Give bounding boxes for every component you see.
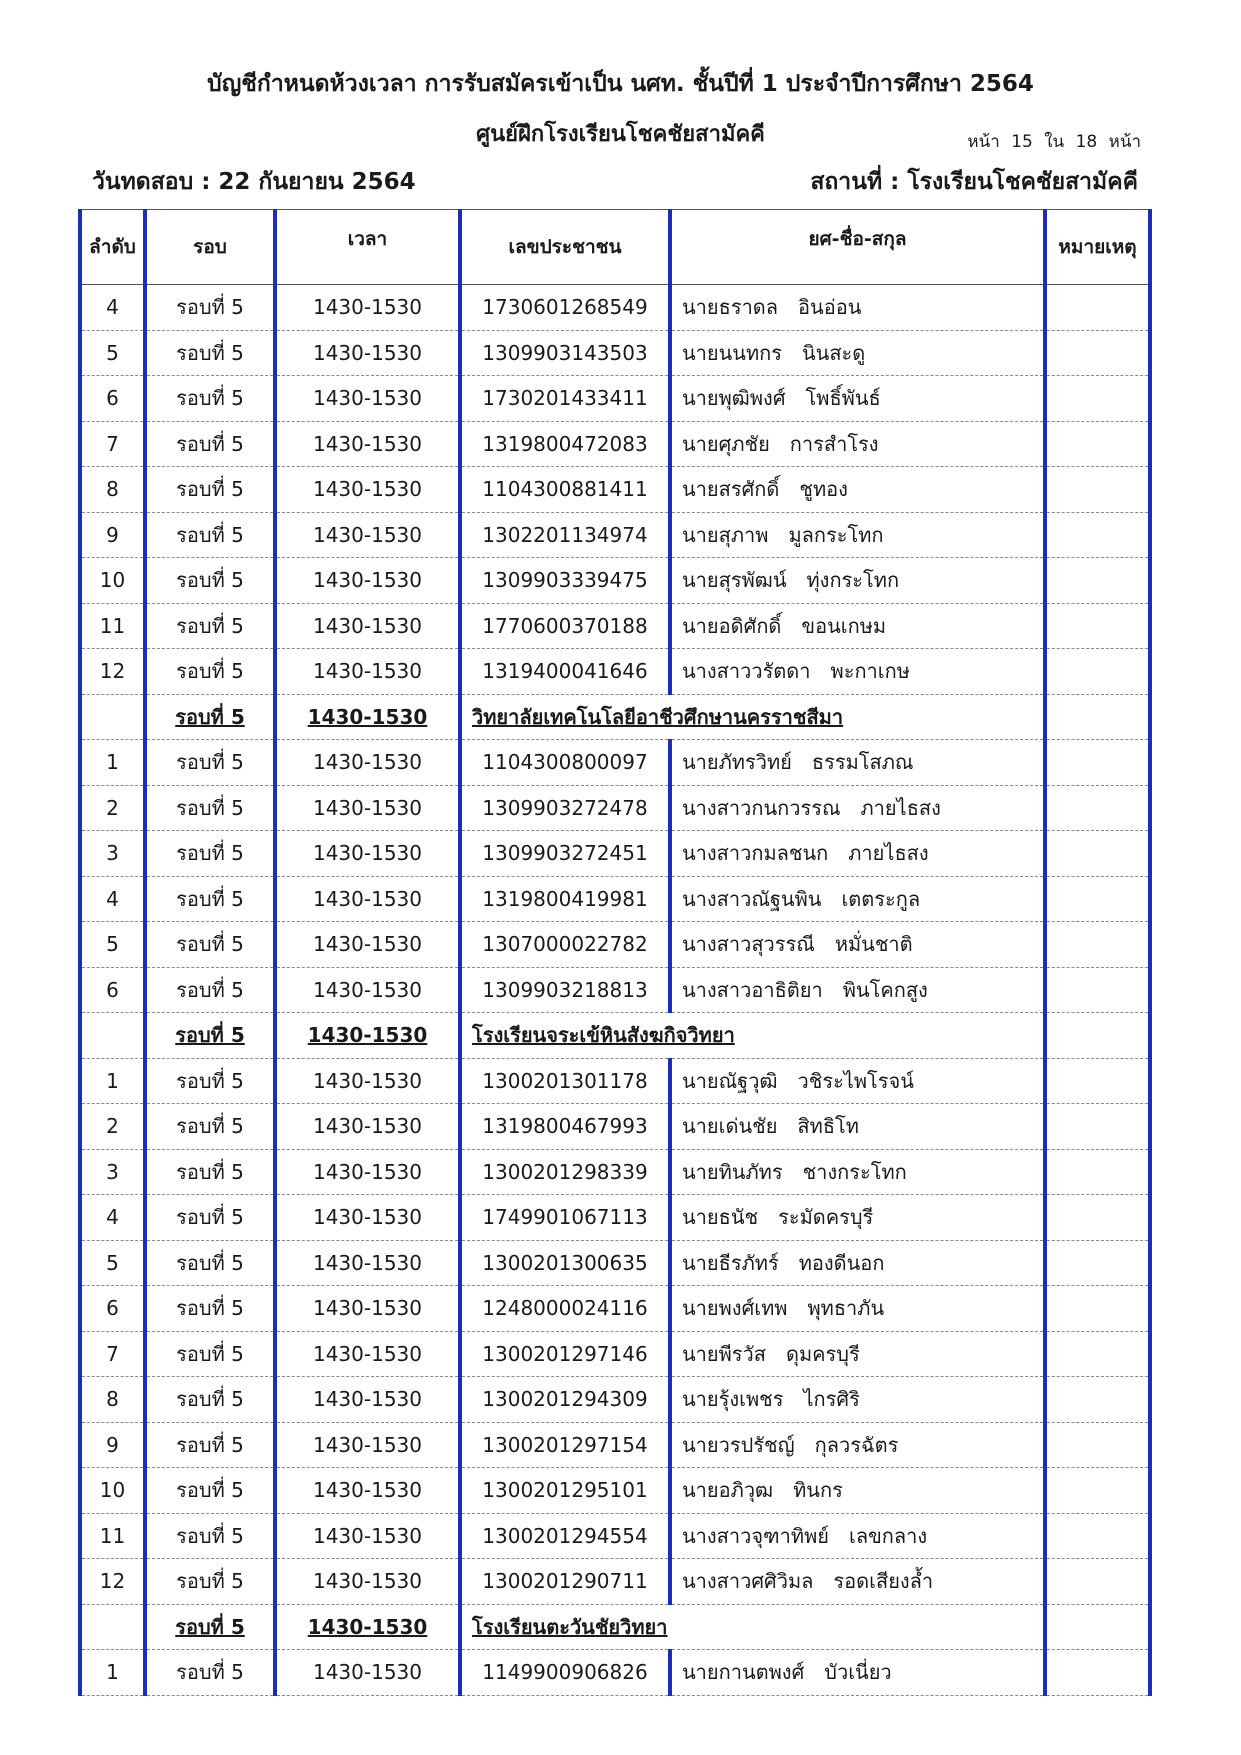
- remark-cell: [1045, 785, 1150, 831]
- remark-cell: [1045, 1422, 1150, 1468]
- training-center-name: ศูนย์ฝึกโรงเรียนโชคชัยสามัคคี: [476, 122, 765, 147]
- first-name: นางสาวณัฐนพิน: [682, 886, 822, 911]
- round-cell: รอบที่ 5: [145, 1058, 275, 1104]
- remark-cell: [1045, 967, 1150, 1013]
- name-cell: [670, 831, 1045, 877]
- round-cell: รอบที่ 5: [145, 1240, 275, 1286]
- round-cell: รอบที่ 5: [145, 740, 275, 786]
- round-cell: รอบที่ 5: [145, 1377, 275, 1423]
- last-name: พุทธาภัน: [807, 1296, 885, 1321]
- order-cell: 12: [80, 1559, 145, 1605]
- exam-venue: สถานที่ : โรงเรียนโชคชัยสามัคคี: [810, 169, 1138, 195]
- first-name: นายสรศักดิ์: [682, 477, 780, 502]
- citizen-id-cell: 1319800467993: [460, 1104, 670, 1150]
- first-name: นายอดิศักดิ์: [682, 613, 782, 638]
- remark-cell: [1045, 1377, 1150, 1423]
- time-cell: 1430-1530: [275, 1058, 460, 1104]
- group-round-cell: รอบที่ 5: [145, 1604, 275, 1650]
- last-name: กุลวรฉัตร: [814, 1432, 899, 1457]
- group-round-cell: รอบที่ 5: [145, 694, 275, 740]
- table-row: [80, 1331, 1150, 1377]
- order-cell: 7: [80, 421, 145, 467]
- round-cell: รอบที่ 5: [145, 1513, 275, 1559]
- remark-cell: [1045, 1104, 1150, 1150]
- table-row: [80, 1240, 1150, 1286]
- citizen-id-cell: 1300201294309: [460, 1377, 670, 1423]
- document-title: บัญชีกำหนดห้วงเวลา การรับสมัครเข้าเป็น นศท. ชั้นปีที่ 1 ประจำปีการศึกษา 2564: [207, 71, 1034, 97]
- last-name: โพธิ์พันธ์: [805, 386, 881, 411]
- table-row: [80, 558, 1150, 604]
- time-cell: 1430-1530: [275, 831, 460, 877]
- citizen-id-cell: 1149900906826: [460, 1650, 670, 1696]
- last-name: หมั่นชาติ: [834, 932, 913, 957]
- table-row: [80, 1104, 1150, 1150]
- page-label: หน้า: [967, 132, 1000, 152]
- name-cell: [670, 330, 1045, 376]
- round-cell: รอบที่ 5: [145, 330, 275, 376]
- page-current: 15: [1011, 132, 1033, 152]
- table-row: [80, 785, 1150, 831]
- order-cell: 5: [80, 1240, 145, 1286]
- citizen-id-cell: 1319800419981: [460, 876, 670, 922]
- group-round-cell: รอบที่ 5: [145, 1013, 275, 1059]
- table-row: [80, 831, 1150, 877]
- citizen-id-cell: 1104300881411: [460, 467, 670, 513]
- name-cell: [670, 1195, 1045, 1241]
- order-cell: 11: [80, 603, 145, 649]
- remark-cell: [1045, 1513, 1150, 1559]
- order-cell: 4: [80, 1195, 145, 1241]
- name-cell: [670, 785, 1045, 831]
- order-cell: 3: [80, 1149, 145, 1195]
- table-row: [80, 967, 1150, 1013]
- first-name: นายศุภชัย: [682, 431, 770, 456]
- name-cell: [670, 1559, 1045, 1605]
- table-row: [80, 1513, 1150, 1559]
- table-row: [80, 1149, 1150, 1195]
- first-name: นายอภิวุฒ: [682, 1478, 774, 1503]
- order-cell: 7: [80, 1331, 145, 1377]
- round-cell: รอบที่ 5: [145, 1650, 275, 1696]
- remark-cell: [1045, 1331, 1150, 1377]
- time-cell: 1430-1530: [275, 1422, 460, 1468]
- last-name: ชางกระโทก: [802, 1159, 907, 1184]
- round-cell: รอบที่ 5: [145, 1195, 275, 1241]
- name-cell: [670, 1058, 1045, 1104]
- order-cell: 5: [80, 922, 145, 968]
- citizen-id-cell: 1300201294554: [460, 1513, 670, 1559]
- remark-cell: [1045, 1650, 1150, 1696]
- name-cell: [670, 967, 1045, 1013]
- time-cell: 1430-1530: [275, 922, 460, 968]
- last-name: ชูทอง: [799, 477, 848, 502]
- remark-cell: [1045, 330, 1150, 376]
- order-cell: 1: [80, 1650, 145, 1696]
- first-name: นางสาวกมลชนก: [682, 841, 829, 866]
- citizen-id-cell: 1730201433411: [460, 376, 670, 422]
- name-cell: [670, 558, 1045, 604]
- order-cell: 3: [80, 831, 145, 877]
- citizen-id-cell: 1302201134974: [460, 512, 670, 558]
- last-name: เลขกลาง: [848, 1523, 928, 1548]
- first-name: นายพงศ์เทพ: [682, 1296, 788, 1321]
- table-header-row: [80, 210, 1150, 285]
- citizen-id-cell: 1309903218813: [460, 967, 670, 1013]
- order-cell: 6: [80, 967, 145, 1013]
- last-name: ไกรศิริ: [803, 1387, 860, 1412]
- order-cell: 4: [80, 285, 145, 331]
- table-row: [80, 467, 1150, 513]
- name-cell: [670, 740, 1045, 786]
- time-cell: 1430-1530: [275, 876, 460, 922]
- group-school-name: วิทยาลัยเทคโนโลยีอาชีวศึกษานครราชสีมา: [460, 694, 1045, 740]
- round-cell: รอบที่ 5: [145, 1422, 275, 1468]
- table-row: [80, 285, 1150, 331]
- group-header-row: [80, 694, 1150, 740]
- citizen-id-cell: 1300201295101: [460, 1468, 670, 1514]
- time-cell: 1430-1530: [275, 1240, 460, 1286]
- order-cell: 2: [80, 785, 145, 831]
- table-row: [80, 376, 1150, 422]
- order-cell: 10: [80, 558, 145, 604]
- remark-cell: [1045, 558, 1150, 604]
- order-cell: 5: [80, 330, 145, 376]
- citizen-id-cell: 1749901067113: [460, 1195, 670, 1241]
- round-cell: รอบที่ 5: [145, 876, 275, 922]
- remark-cell: [1045, 876, 1150, 922]
- time-cell: 1430-1530: [275, 512, 460, 558]
- name-cell: [670, 512, 1045, 558]
- citizen-id-cell: 1770600370188: [460, 603, 670, 649]
- last-name: มูลกระโทก: [788, 522, 884, 547]
- table-row: [80, 330, 1150, 376]
- order-cell: 11: [80, 1513, 145, 1559]
- name-cell: [670, 1286, 1045, 1332]
- time-cell: 1430-1530: [275, 785, 460, 831]
- order-cell: 8: [80, 1377, 145, 1423]
- first-name: นางสาววรัตดา: [682, 659, 811, 684]
- time-cell: 1430-1530: [275, 1513, 460, 1559]
- order-cell: 6: [80, 376, 145, 422]
- citizen-id-cell: 1104300800097: [460, 740, 670, 786]
- page-total: 18: [1075, 132, 1098, 152]
- order-cell: 4: [80, 876, 145, 922]
- page-label-end: หน้า: [1108, 132, 1141, 152]
- time-cell: 1430-1530: [275, 1377, 460, 1423]
- first-name: นายสุรพัฒน์: [682, 568, 787, 593]
- remark-cell: [1045, 1058, 1150, 1104]
- citizen-id-cell: 1319400041646: [460, 649, 670, 695]
- table-row: [80, 512, 1150, 558]
- name-cell: [670, 376, 1045, 422]
- table-row: [80, 1286, 1150, 1332]
- round-cell: รอบที่ 5: [145, 831, 275, 877]
- first-name: นายทินภัทร: [682, 1159, 783, 1184]
- round-cell: รอบที่ 5: [145, 512, 275, 558]
- remark-cell: [1045, 1559, 1150, 1605]
- first-name: นายพุฒิพงศ์: [682, 386, 786, 411]
- group-school-name: โรงเรียนจระเข้หินสังฆกิจวิทยา: [460, 1013, 1045, 1059]
- remark-cell: [1045, 1195, 1150, 1241]
- remark-cell: [1045, 1149, 1150, 1195]
- round-cell: รอบที่ 5: [145, 1104, 275, 1150]
- citizen-id-cell: 1309903143503: [460, 330, 670, 376]
- table-row: [80, 649, 1150, 695]
- remark-cell: [1045, 603, 1150, 649]
- last-name: ระมัดครบุรี: [778, 1205, 874, 1230]
- time-cell: 1430-1530: [275, 1468, 460, 1514]
- first-name: นางสาวสุวรรณี: [682, 932, 815, 957]
- name-cell: [670, 1377, 1045, 1423]
- first-name: นายธราดล: [682, 295, 779, 320]
- table-row: [80, 740, 1150, 786]
- last-name: ดุมครบุรี: [785, 1341, 860, 1366]
- round-cell: รอบที่ 5: [145, 922, 275, 968]
- remark-cell: [1045, 831, 1150, 877]
- remark-cell: [1045, 512, 1150, 558]
- remark-cell: [1045, 1468, 1150, 1514]
- time-cell: 1430-1530: [275, 421, 460, 467]
- time-cell: 1430-1530: [275, 1331, 460, 1377]
- citizen-id-cell: 1300201298339: [460, 1149, 670, 1195]
- round-cell: รอบที่ 5: [145, 1468, 275, 1514]
- remark-cell: [1045, 467, 1150, 513]
- citizen-id-cell: 1730601268549: [460, 285, 670, 331]
- remark-cell: [1045, 740, 1150, 786]
- last-name: ขอนเกษม: [801, 613, 887, 638]
- time-cell: 1430-1530: [275, 1559, 460, 1605]
- table-row: [80, 1195, 1150, 1241]
- time-cell: 1430-1530: [275, 1650, 460, 1696]
- order-cell: 12: [80, 649, 145, 695]
- first-name: นายนนทกร: [682, 340, 782, 365]
- first-name: นายสุภาพ: [682, 522, 769, 547]
- round-cell: รอบที่ 5: [145, 1286, 275, 1332]
- last-name: ภายไธสง: [860, 795, 941, 820]
- group-order-cell: [80, 694, 145, 740]
- time-cell: 1430-1530: [275, 376, 460, 422]
- last-name: สิทธิโท: [797, 1114, 859, 1139]
- column-header-round: รอบ: [145, 210, 275, 285]
- group-order-cell: [80, 1604, 145, 1650]
- group-header-row: [80, 1604, 1150, 1650]
- table-row: [80, 1377, 1150, 1423]
- round-cell: รอบที่ 5: [145, 649, 275, 695]
- last-name: วชิระไพโรจน์: [797, 1068, 914, 1093]
- name-cell: [670, 1331, 1045, 1377]
- time-cell: 1430-1530: [275, 467, 460, 513]
- column-header-order: ลำดับ: [80, 210, 145, 285]
- name-cell: [670, 1104, 1045, 1150]
- column-header-citizen-id: เลขประชาชน: [460, 210, 670, 285]
- first-name: นายกานตพงศ์: [682, 1660, 805, 1685]
- table-row: [80, 922, 1150, 968]
- name-cell: [670, 1468, 1045, 1514]
- last-name: นินสะดู: [802, 340, 866, 365]
- table-row: [80, 1650, 1150, 1696]
- round-cell: รอบที่ 5: [145, 558, 275, 604]
- name-cell: [670, 467, 1045, 513]
- order-cell: 9: [80, 1422, 145, 1468]
- last-name: รอดเสียงล้ำ: [833, 1569, 934, 1594]
- first-name: นายเด่นชัย: [682, 1114, 778, 1139]
- last-name: อินอ่อน: [798, 295, 862, 320]
- page-indicator: [961, 128, 1141, 155]
- round-cell: รอบที่ 5: [145, 785, 275, 831]
- name-cell: [670, 1650, 1045, 1696]
- remark-cell: [1045, 649, 1150, 695]
- group-remark-cell: [1045, 1604, 1150, 1650]
- group-time-cell: 1430-1530: [275, 1604, 460, 1650]
- time-cell: 1430-1530: [275, 649, 460, 695]
- first-name: นางสาวกนกวรรณ: [682, 795, 841, 820]
- table-row: [80, 1422, 1150, 1468]
- round-cell: รอบที่ 5: [145, 1149, 275, 1195]
- time-cell: 1430-1530: [275, 558, 460, 604]
- citizen-id-cell: 1300201290711: [460, 1559, 670, 1605]
- order-cell: 9: [80, 512, 145, 558]
- order-cell: 2: [80, 1104, 145, 1150]
- name-cell: [670, 421, 1045, 467]
- time-cell: 1430-1530: [275, 603, 460, 649]
- citizen-id-cell: 1248000024116: [460, 1286, 670, 1332]
- round-cell: รอบที่ 5: [145, 376, 275, 422]
- name-cell: [670, 1422, 1045, 1468]
- column-header-time: เวลา: [275, 210, 460, 285]
- name-cell: [670, 285, 1045, 331]
- remark-cell: [1045, 1286, 1150, 1332]
- order-cell: 10: [80, 1468, 145, 1514]
- order-cell: 8: [80, 467, 145, 513]
- remark-cell: [1045, 285, 1150, 331]
- table-row: [80, 603, 1150, 649]
- last-name: การสำโรง: [789, 431, 879, 456]
- group-remark-cell: [1045, 1013, 1150, 1059]
- round-cell: รอบที่ 5: [145, 1559, 275, 1605]
- order-cell: 1: [80, 740, 145, 786]
- first-name: นายพีรวัส: [682, 1341, 766, 1366]
- citizen-id-cell: 1300201297146: [460, 1331, 670, 1377]
- remark-cell: [1045, 376, 1150, 422]
- citizen-id-cell: 1300201297154: [460, 1422, 670, 1468]
- first-name: นายธีรภัทร์: [682, 1250, 779, 1275]
- first-name: นางสาวจุฑาทิพย์: [682, 1523, 829, 1548]
- time-cell: 1430-1530: [275, 967, 460, 1013]
- last-name: ธรรมโสภณ: [811, 750, 914, 775]
- group-remark-cell: [1045, 694, 1150, 740]
- last-name: ทองดีนอก: [798, 1250, 885, 1275]
- group-time-cell: 1430-1530: [275, 1013, 460, 1059]
- name-cell: [670, 1149, 1045, 1195]
- group-header-row: [80, 1013, 1150, 1059]
- first-name: นายรุ้งเพชร: [682, 1387, 784, 1412]
- last-name: พินโคกสูง: [842, 977, 928, 1002]
- table-row: [80, 421, 1150, 467]
- round-cell: รอบที่ 5: [145, 967, 275, 1013]
- last-name: เตตระกูล: [841, 886, 921, 911]
- table-row: [80, 1468, 1150, 1514]
- citizen-id-cell: 1309903272478: [460, 785, 670, 831]
- citizen-id-cell: 1309903272451: [460, 831, 670, 877]
- citizen-id-cell: 1300201300635: [460, 1240, 670, 1286]
- time-cell: 1430-1530: [275, 740, 460, 786]
- group-order-cell: [80, 1013, 145, 1059]
- last-name: บัวเนี่ยว: [824, 1660, 892, 1685]
- last-name: ภายไธสง: [848, 841, 929, 866]
- time-cell: 1430-1530: [275, 330, 460, 376]
- round-cell: รอบที่ 5: [145, 467, 275, 513]
- remark-cell: [1045, 1240, 1150, 1286]
- last-name: ทุ่งกระโทก: [806, 568, 900, 593]
- applicant-table: [78, 209, 1152, 1696]
- name-cell: [670, 603, 1045, 649]
- citizen-id-cell: 1307000022782: [460, 922, 670, 968]
- column-header-remark: หมายเหตุ: [1045, 210, 1150, 285]
- name-cell: [670, 876, 1045, 922]
- citizen-id-cell: 1319800472083: [460, 421, 670, 467]
- round-cell: รอบที่ 5: [145, 421, 275, 467]
- group-school-name: โรงเรียนตะวันชัยวิทยา: [460, 1604, 1045, 1650]
- order-cell: 1: [80, 1058, 145, 1104]
- table-row: [80, 876, 1150, 922]
- table-row: [80, 1559, 1150, 1605]
- first-name: นางสาวอาธิติยา: [682, 977, 823, 1002]
- first-name: นายณัฐวุฒิ: [682, 1068, 778, 1093]
- remark-cell: [1045, 421, 1150, 467]
- first-name: นายธนัช: [682, 1205, 759, 1230]
- citizen-id-cell: 1300201301178: [460, 1058, 670, 1104]
- time-cell: 1430-1530: [275, 285, 460, 331]
- round-cell: รอบที่ 5: [145, 1331, 275, 1377]
- name-cell: [670, 649, 1045, 695]
- column-header-name: ยศ-ชื่อ-สกุล: [670, 210, 1045, 285]
- round-cell: รอบที่ 5: [145, 603, 275, 649]
- time-cell: 1430-1530: [275, 1195, 460, 1241]
- page-of-label: ใน: [1044, 132, 1065, 152]
- first-name: นางสาวศศิวิมล: [682, 1569, 814, 1594]
- table-row: [80, 1058, 1150, 1104]
- name-cell: [670, 922, 1045, 968]
- round-cell: รอบที่ 5: [145, 285, 275, 331]
- citizen-id-cell: 1309903339475: [460, 558, 670, 604]
- first-name: นายวรปรัชญ์: [682, 1432, 795, 1457]
- time-cell: 1430-1530: [275, 1104, 460, 1150]
- last-name: พะกาเกษ: [830, 659, 910, 684]
- first-name: นายภัทรวิทย์: [682, 750, 792, 775]
- time-cell: 1430-1530: [275, 1286, 460, 1332]
- group-time-cell: 1430-1530: [275, 694, 460, 740]
- remark-cell: [1045, 922, 1150, 968]
- name-cell: [670, 1513, 1045, 1559]
- name-cell: [670, 1240, 1045, 1286]
- exam-date: วันทดสอบ : 22 กันยายน 2564: [92, 169, 416, 195]
- order-cell: 6: [80, 1286, 145, 1332]
- last-name: ทินกร: [793, 1478, 843, 1503]
- table-body: [80, 285, 1150, 1696]
- time-cell: 1430-1530: [275, 1149, 460, 1195]
